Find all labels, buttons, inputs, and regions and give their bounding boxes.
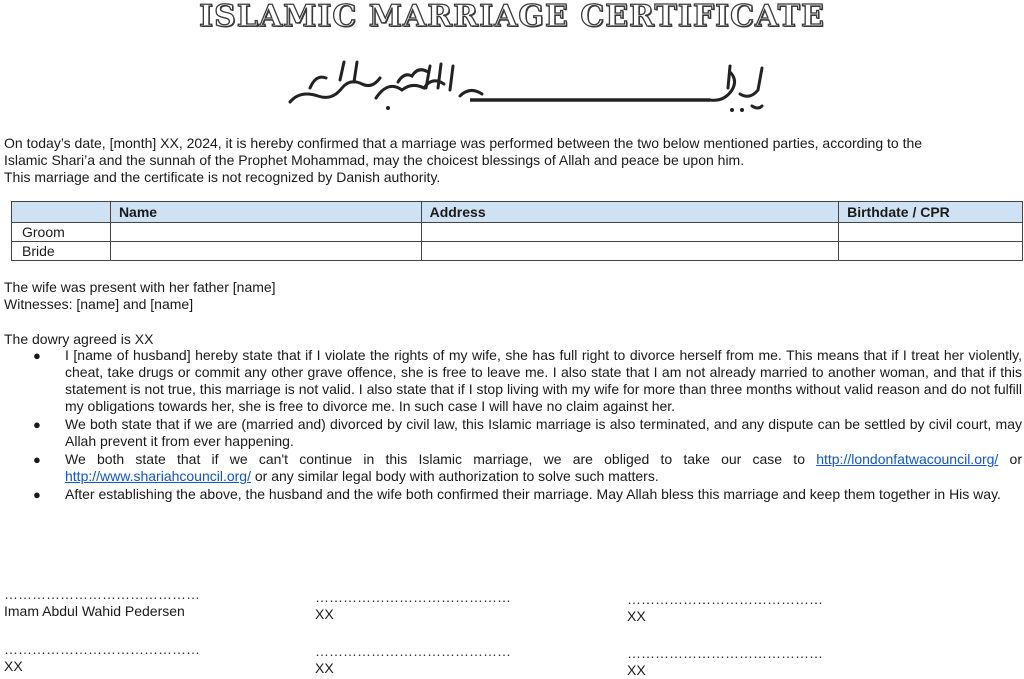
- signature-name: XX: [315, 606, 334, 622]
- bullet-icon: ●: [33, 452, 41, 467]
- signature-line: ……………………………………: [627, 591, 823, 607]
- signature-block-6: [627, 645, 823, 679]
- table-header-blank: [12, 202, 111, 223]
- shariah-council-link[interactable]: http://www.shariahcouncil.org/: [65, 468, 251, 484]
- bullet-icon: ●: [33, 348, 41, 363]
- signature-block-5: [315, 643, 511, 677]
- clause-1-text: I [name of husband] hereby state that if I violate the rights of my wife, she has full right to divorce herself from me. This means that if I treat her violently, cheat, take drugs or commit any other grave offence, she is free to leave me. I also state that I am not already married to another woman, and that if this statement is not true, this marriage is not valid. I also state that if I stop living with my wife for more than three months without valid reason and do not fulfill my obligations towards her, she is free to divorce me. In such case I will have no claim against her.: [65, 347, 1022, 414]
- signature-line: ……………………………………: [315, 643, 511, 659]
- table-header-address: Address: [421, 202, 839, 223]
- table-header-name: Name: [110, 202, 421, 223]
- signature-name: XX: [627, 662, 646, 678]
- signature-line: ……………………………………: [4, 586, 200, 602]
- signature-name: Imam Abdul Wahid Pedersen: [4, 603, 185, 619]
- bride-address-cell: [421, 242, 839, 261]
- intro-line-2: Islamic Shari’a and the sunnah of the Prophet Mohammad, may the choicest blessings of Allah and peace be upon him.: [4, 152, 745, 168]
- signature-block-imam: [4, 586, 200, 620]
- bride-birthdate-cell: [839, 242, 1023, 261]
- list-item: [0, 451, 1022, 485]
- clause-3-text-mid: or: [998, 451, 1022, 467]
- row-label-groom: Groom: [12, 223, 111, 242]
- list-item: [0, 347, 1022, 415]
- signature-block-2: [315, 589, 511, 623]
- dowry-line: The dowry agreed is XX: [4, 331, 154, 347]
- clauses-list: [0, 347, 1022, 504]
- list-item: [0, 416, 1022, 450]
- signature-line: ……………………………………: [315, 589, 511, 605]
- clause-3-text-end: or any similar legal body with authorization to solve such matters.: [250, 468, 659, 484]
- signature-name: XX: [315, 660, 334, 676]
- certificate-title: ISLAMIC MARRIAGE CERTIFICATE: [199, 0, 825, 34]
- wife-present-line: The wife was present with her father [name]: [4, 279, 276, 295]
- groom-name-cell: [110, 223, 421, 242]
- intro-line-1: On today’s date, [month] XX, 2024, it is hereby confirmed that a marriage was performed between the two below mentioned parties, according to the: [4, 135, 923, 151]
- bullet-icon: ●: [33, 417, 41, 432]
- signature-block-3: [627, 591, 823, 625]
- table-row: [12, 223, 1023, 242]
- witnesses-line: Witnesses: [name] and [name]: [4, 296, 194, 312]
- table-header-row: [12, 202, 1023, 223]
- groom-address-cell: [421, 223, 839, 242]
- clause-3-text-start: We both state that if we can't continue in this Islamic marriage, we are obliged to take our case to: [65, 451, 817, 467]
- bride-name-cell: [110, 242, 421, 261]
- clause-4-text: After establishing the above, the husband and the wife both confirmed their marriage. May Allah bless this marriage and keep them together in His way.: [65, 486, 1001, 502]
- basmala-calligraphy: [280, 58, 775, 116]
- signature-name: XX: [4, 658, 23, 674]
- bullet-icon: ●: [33, 487, 41, 502]
- list-item: [0, 486, 1022, 503]
- row-label-bride: Bride: [12, 242, 111, 261]
- table-header-birthdate: Birthdate / CPR: [839, 202, 1023, 223]
- london-fatwa-council-link[interactable]: http://londonfatwacouncil.org/: [816, 451, 999, 467]
- parties-table: [11, 201, 1023, 261]
- signature-line: ……………………………………: [4, 641, 200, 657]
- signature-name: XX: [627, 608, 646, 624]
- clause-2-text: We both state that if we are (married and) divorced by civil law, this Islamic marriage is also terminated, and any dispute can be settled by civil court, may Allah prevent it from ever happening.: [65, 416, 1022, 449]
- intro-paragraph: [4, 135, 1022, 186]
- intro-line-3: This marriage and the certificate is not recognized by Danish authority.: [4, 169, 441, 185]
- signature-line: ……………………………………: [627, 645, 823, 661]
- table-row: [12, 242, 1023, 261]
- signature-block-4: [4, 641, 200, 675]
- groom-birthdate-cell: [839, 223, 1023, 242]
